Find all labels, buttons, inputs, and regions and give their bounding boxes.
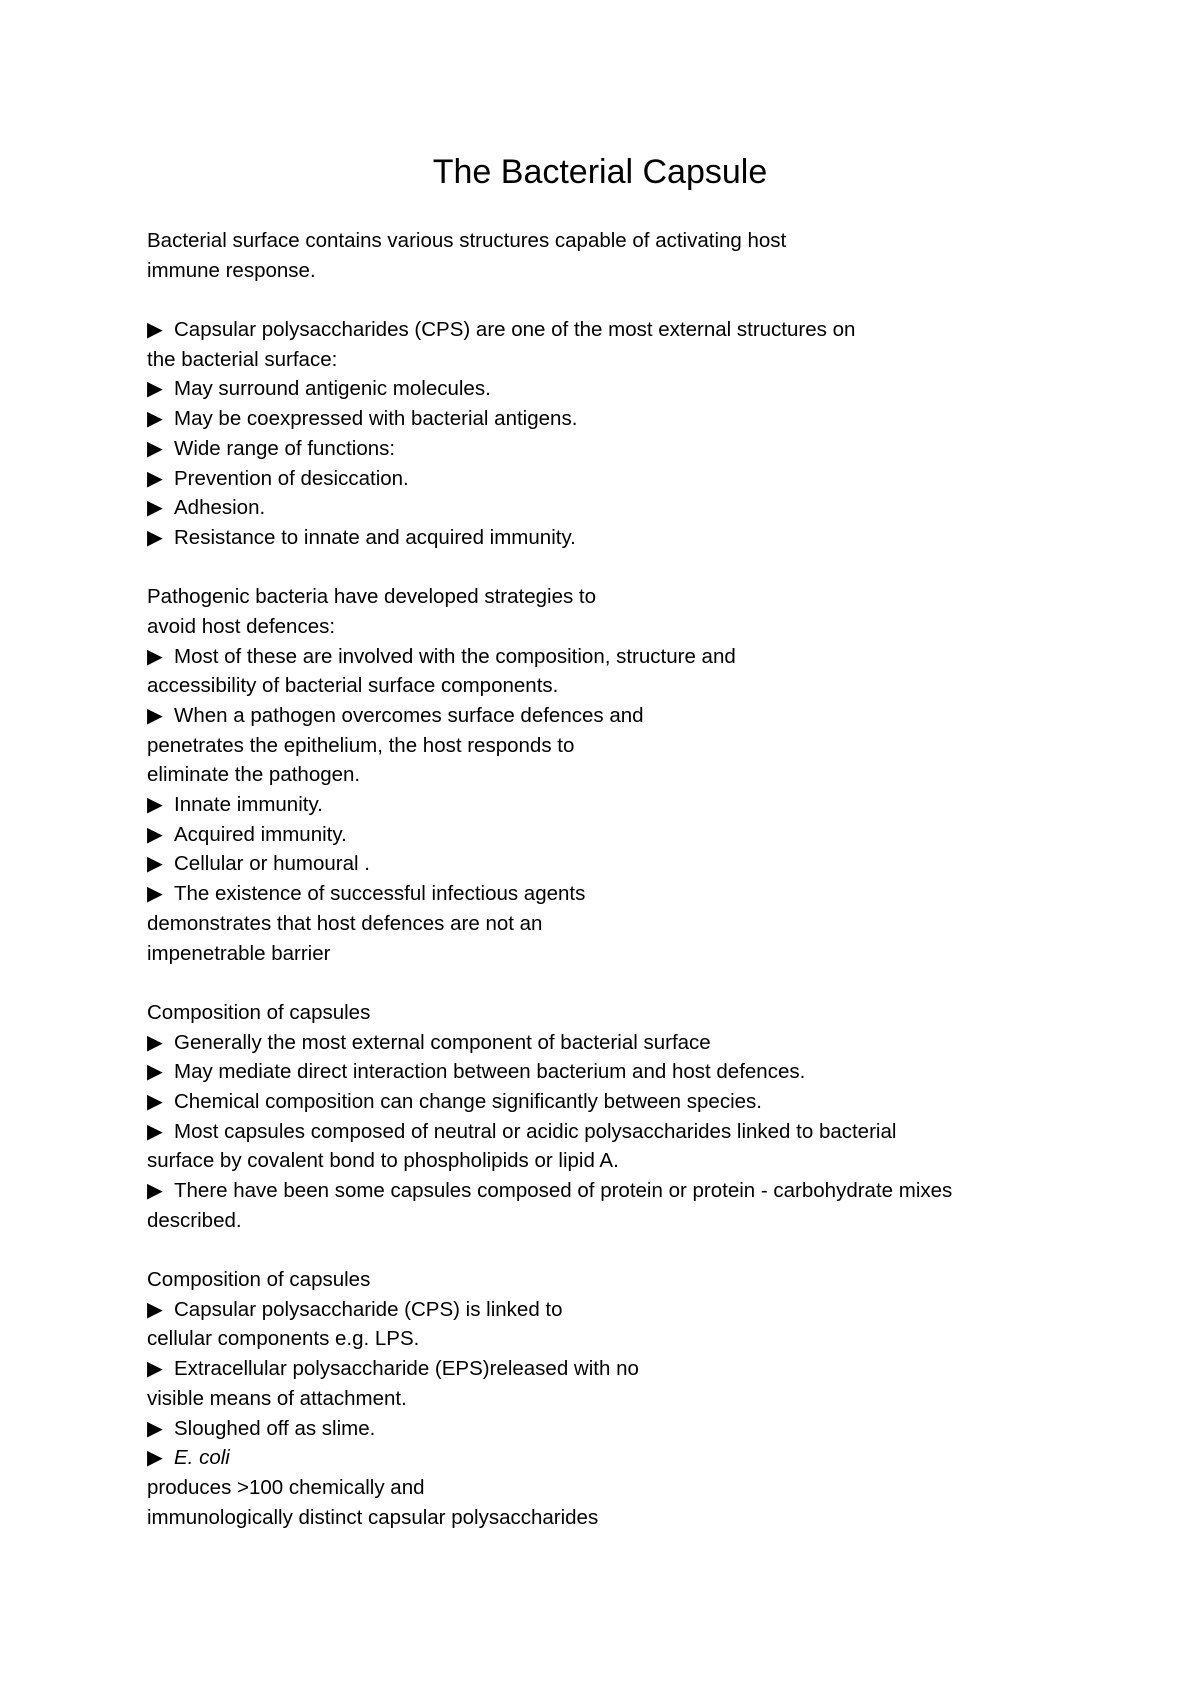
text-line: visible means of attachment. — [147, 1386, 407, 1410]
bullet-arrow-icon: ▶ — [147, 1089, 163, 1113]
bullet-line: ▶ Chemical composition can change significantly between species. — [147, 1087, 1067, 1117]
paragraph-gap — [147, 553, 1067, 583]
species-name: E. coli — [174, 1446, 230, 1470]
bullet-arrow-icon: ▶ — [147, 822, 163, 846]
bullet-line: ▶ Capsular polysaccharide (CPS) is linked to — [147, 1295, 1067, 1325]
text-line: immune response. — [147, 258, 316, 282]
paragraph-gap — [147, 1235, 1067, 1265]
bullet-arrow-icon: ▶ — [147, 466, 163, 490]
bullet-line: ▶ Extracellular polysaccharide (EPS)released with no — [147, 1354, 1067, 1384]
section-heading: Composition of capsules — [147, 1268, 371, 1292]
bullet-line: ▶ Sloughed off as slime. — [147, 1414, 1067, 1444]
bullet-line — [147, 1443, 1067, 1473]
bullet-arrow-icon: ▶ — [147, 882, 163, 906]
bullet-line: ▶ Acquired immunity. — [147, 820, 1067, 850]
text-line: penetrates the epithelium, the host responds to — [147, 733, 575, 757]
document-title: The Bacterial Capsule — [432, 153, 768, 191]
bullet-arrow-icon: ▶ — [147, 525, 163, 549]
bullet-line: ▶ Resistance to innate and acquired immunity. — [147, 523, 1067, 553]
text-line: produces >100 chemically and — [147, 1475, 425, 1499]
bullet-line: ▶ May surround antigenic molecules. — [147, 374, 1067, 404]
text-line: impenetrable barrier — [147, 941, 331, 965]
bullet-arrow-icon: ▶ — [147, 407, 163, 431]
bullet-arrow-icon: ▶ — [147, 1119, 163, 1143]
bullet-arrow-icon: ▶ — [147, 852, 163, 876]
text-line: immunologically distinct capsular polysaccharides — [147, 1505, 599, 1529]
bullet-arrow-icon: ▶ — [147, 1357, 163, 1381]
text-line: the bacterial surface: — [147, 347, 338, 371]
bullet-arrow-icon: ▶ — [147, 377, 163, 401]
bullet-arrow-icon: ▶ — [147, 1446, 163, 1470]
text-line: eliminate the pathogen. — [147, 763, 361, 787]
text-line: accessibility of bacterial surface components. — [147, 674, 559, 698]
text-line: Bacterial surface contains various structures capable of activating host — [147, 229, 787, 252]
bullet-arrow-icon: ▶ — [147, 704, 163, 727]
bullet-line: ▶ Innate immunity. — [147, 790, 1067, 820]
bullet-arrow-icon: ▶ — [147, 318, 163, 342]
bullet-line: ▶ Wide range of functions: — [147, 434, 1067, 464]
bullet-arrow-icon: ▶ — [147, 496, 163, 520]
bullet-line: ▶ Cellular or humoural . — [147, 849, 1067, 879]
text-line: cellular components e.g. LPS. — [147, 1327, 420, 1351]
bullet-line: ▶ May mediate direct interaction between bacterium and host defences. — [147, 1057, 1067, 1087]
bullet-arrow-icon: ▶ — [147, 1179, 163, 1202]
bullet-line: ▶ The existence of successful infectious agents — [147, 879, 1067, 909]
paragraph-gap — [147, 285, 1067, 315]
bullet-line: ▶ Adhesion. — [147, 493, 1067, 523]
bullet-arrow-icon: ▶ — [147, 1030, 163, 1054]
bullet-arrow-icon: ▶ — [147, 644, 163, 668]
text-line: described. — [147, 1208, 242, 1232]
bullet-arrow-icon: ▶ — [147, 1297, 163, 1321]
bullet-line: ▶ Most of these are involved with the composition, structure and — [147, 642, 1067, 672]
bullet-line: ▶ Most capsules composed of neutral or acidic polysaccharides linked to bacterial — [147, 1117, 1067, 1147]
bullet-line: ▶ Prevention of desiccation. — [147, 464, 1067, 494]
bullet-arrow-icon: ▶ — [147, 1060, 163, 1084]
bullet-line: ▶ May be coexpressed with bacterial antigens. — [147, 404, 1067, 434]
paragraph-gap — [147, 968, 1067, 998]
section-heading: Composition of capsules — [147, 1000, 371, 1024]
text-line: avoid host defences: — [147, 614, 336, 638]
bullet-line: ▶ Capsular polysaccharides (CPS) are one of the most external structures on — [147, 315, 1067, 345]
bullet-line: ▶ When a pathogen overcomes surface defences and — [147, 701, 1067, 731]
bullet-line: ▶ There have been some capsules composed of protein or protein - carbohydrate mixes — [147, 1176, 1067, 1206]
bullet-arrow-icon: ▶ — [147, 793, 163, 817]
text-line: Pathogenic bacteria have developed strategies to — [147, 585, 597, 609]
bullet-arrow-icon: ▶ — [147, 436, 163, 460]
text-line: demonstrates that host defences are not an — [147, 911, 543, 935]
text-line: surface by covalent bond to phospholipids or lipid A. — [147, 1149, 619, 1173]
document-body — [147, 226, 1067, 1532]
bullet-line: ▶ Generally the most external component of bacterial surface — [147, 1028, 1067, 1058]
bullet-arrow-icon: ▶ — [147, 1416, 163, 1440]
